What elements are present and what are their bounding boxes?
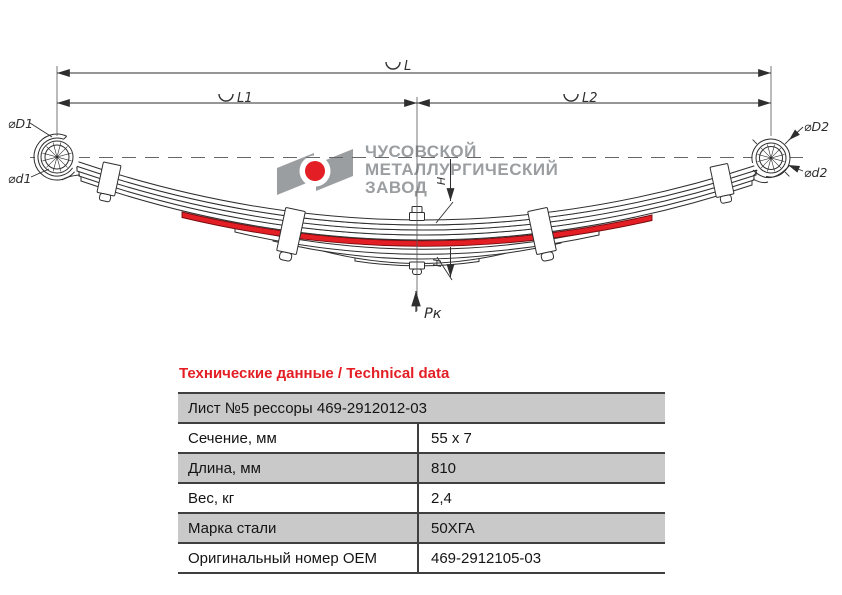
dimension-L-label: L xyxy=(404,59,412,74)
row-value: 2,4 xyxy=(418,483,665,513)
table-row xyxy=(178,453,665,483)
dimension-L2-label: L2 xyxy=(582,91,598,106)
row-label: Вес, кг xyxy=(178,483,418,513)
dimension-L1-label: L1 xyxy=(237,91,253,106)
row-label: Марка стали xyxy=(178,513,418,543)
dia-D2-label: ⌀D2 xyxy=(804,119,830,134)
dimension-L2 xyxy=(417,91,771,106)
load-arrow-Pk xyxy=(416,291,442,322)
row-value: 469-2912105-03 xyxy=(418,543,665,573)
factory-logo xyxy=(277,142,558,197)
logo-line-2: МЕТАЛЛУРГИЧЕСКИЙ xyxy=(365,160,559,179)
technical-data-title: Технические данные / Technical data xyxy=(179,365,450,382)
logo-line-1: ЧУСОВСКОЙ xyxy=(365,142,477,161)
height-H-label-lower: Н xyxy=(431,258,444,268)
row-value: 55 x 7 xyxy=(418,423,665,453)
table-row xyxy=(178,543,665,573)
row-label: Оригинальный номер OEM xyxy=(178,543,418,573)
factory-logo-icon xyxy=(277,149,353,195)
row-label: Сечение, мм xyxy=(178,423,418,453)
row-label: Длина, мм xyxy=(178,453,418,483)
table-header-cell: Лист №5 рессоры 469-2912012-03 xyxy=(178,393,665,423)
arc-length-icon xyxy=(564,94,578,101)
logo-line-3: ЗАВОД xyxy=(365,178,428,197)
table-row xyxy=(178,483,665,513)
table-row xyxy=(178,513,665,543)
dimension-L1 xyxy=(57,91,417,106)
dia-D1-label: ⌀D1 xyxy=(8,116,34,131)
right-spring-eye xyxy=(752,139,790,178)
dia-d1-label: ⌀d1 xyxy=(8,171,32,186)
table-row xyxy=(178,423,665,453)
technical-data-table xyxy=(178,392,665,574)
load-Pk-label: Pк xyxy=(424,306,442,322)
height-H-label-upper: Н xyxy=(435,176,448,186)
clamp-right-outer xyxy=(710,163,736,204)
dimension-L xyxy=(57,59,771,74)
arc-length-icon xyxy=(386,62,400,69)
clamp-left-outer xyxy=(96,162,122,203)
table-row xyxy=(178,393,665,423)
arc-length-icon xyxy=(219,94,233,101)
row-value: 810 xyxy=(418,453,665,483)
dia-d2-label: ⌀d2 xyxy=(804,165,828,180)
row-value: 50ХГА xyxy=(418,513,665,543)
